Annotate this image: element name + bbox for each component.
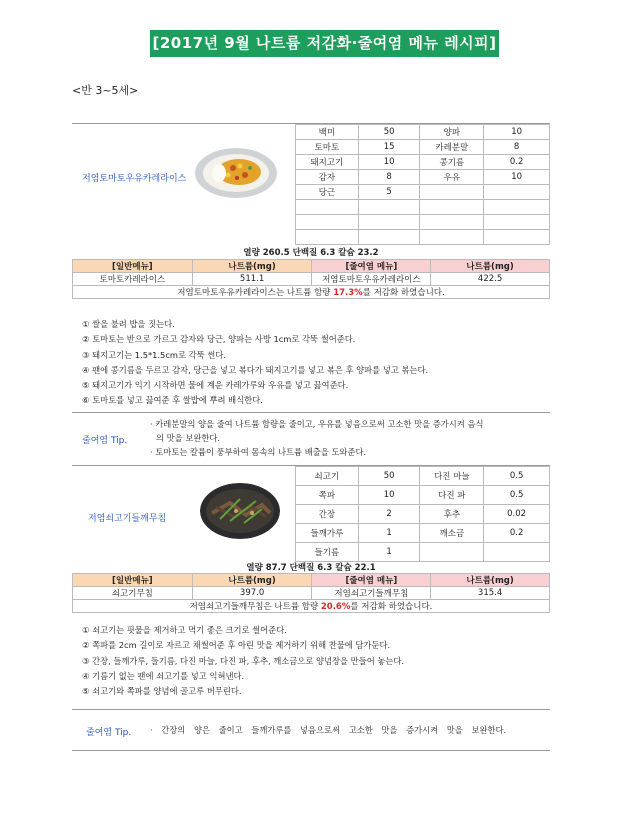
reduced-menu-sodium: 422.5 <box>431 273 550 286</box>
ingredient-amount <box>484 200 550 215</box>
step-item: ④ 팬에 콩기름을 두르고 감자, 당근을 넣고 볶다가 돼지고기를 넣고 볶은 후 양파를 넣고 볶는다. <box>82 364 429 375</box>
ingredient-row <box>296 543 550 562</box>
ingredient-name: 카레분말 <box>420 140 484 155</box>
comparison-row <box>73 587 550 600</box>
reduction-percent: 20.6% <box>320 602 351 612</box>
ingredient-name <box>296 230 359 245</box>
step-item: ③ 돼지고기는 1.5*1.5cm로 각뚝 썬다. <box>82 349 226 360</box>
ingredient-row <box>296 125 550 140</box>
tip-line: · 토마토는 칼륨이 풍부하여 몸속의 나트륨 배출을 도와준다. <box>150 447 367 457</box>
nutrition-info: 열량 260.5 단백질 6.3 칼슘 23.2 <box>243 248 379 258</box>
ingredient-name <box>420 230 484 245</box>
ingredient-name <box>420 543 484 562</box>
beef-photo <box>200 483 280 539</box>
ingredient-row <box>296 155 550 170</box>
ingredient-amount <box>484 230 550 245</box>
ingredient-amount: 0.2 <box>484 155 550 170</box>
ingredient-name <box>420 200 484 215</box>
ingredient-amount: 1 <box>358 524 420 543</box>
ingredient-name: 당근 <box>296 185 359 200</box>
ingredient-name <box>296 215 359 230</box>
summary-text: 저염쇠고기들깨무침은 나트륨 함량 <box>189 602 321 612</box>
ingredient-name: 쪽파 <box>296 486 359 505</box>
tip-section <box>72 710 550 750</box>
header-normal-menu: [일반메뉴] <box>73 574 193 587</box>
tip-section <box>72 413 550 463</box>
ingredient-table <box>295 124 550 245</box>
tip-line: · 간장의 양은 줄이고 들깨가루를 넣음으로써 고소한 맛을 증가시켜 맛을 보완한다. <box>150 725 507 735</box>
divider <box>72 750 550 751</box>
ingredient-amount <box>358 200 420 215</box>
ingredient-row <box>296 486 550 505</box>
ingredient-name: 간장 <box>296 505 359 524</box>
ingredient-name: 다진 파 <box>420 486 484 505</box>
tip-text <box>150 417 483 459</box>
ingredient-name: 우유 <box>420 170 484 185</box>
ingredient-name: 다진 마늘 <box>420 467 484 486</box>
ingredient-amount <box>358 215 420 230</box>
ingredient-amount: 10 <box>484 125 550 140</box>
step-item: ⑤ 돼지고기가 익기 시작하면 물에 계운 카레가루와 우유를 넣고 끓여준다. <box>82 380 349 391</box>
step-item: ① 쌀을 불려 밥을 짓는다. <box>82 319 175 329</box>
step-item: ② 토마토는 반으로 가르고 감자와 당근, 양파는 사방 1cm로 각뚝 썰어준다. <box>82 334 356 345</box>
ingredient-name: 깨소금 <box>420 524 484 543</box>
step-item: ① 쇠고기는 핏물을 제거하고 먹기 좋은 크기로 썰어준다. <box>82 625 287 635</box>
summary-text: 를 저감화 하였습니다. <box>362 288 445 298</box>
ingredient-amount: 0.02 <box>484 505 550 524</box>
recipe-steps <box>82 623 404 699</box>
header-sodium: 나트륨(mg) <box>192 574 312 587</box>
ingredient-amount: 2 <box>358 505 420 524</box>
header-sodium: 나트륨(mg) <box>431 260 550 273</box>
tip-text <box>150 723 506 737</box>
normal-menu-name: 쇠고기무침 <box>73 587 193 600</box>
ingredient-amount: 10 <box>358 486 420 505</box>
ingredient-name: 후추 <box>420 505 484 524</box>
ingredient-amount: 10 <box>358 155 420 170</box>
ingredient-name: 콩기름 <box>420 155 484 170</box>
ingredient-name: 양파 <box>420 125 484 140</box>
header-reduced-menu: [줄여염 메뉴] <box>312 574 431 587</box>
comparison-header <box>73 574 550 587</box>
ingredient-amount: 0.2 <box>484 524 550 543</box>
ingredient-name: 토마토 <box>296 140 359 155</box>
tip-line: 의 맛을 보완한다. <box>156 433 221 443</box>
header-reduced-menu: [줄여염 메뉴] <box>312 260 431 273</box>
ingredient-amount: 1 <box>358 543 420 562</box>
step-item: ⑤ 쇠고기와 쪽파를 양념에 골고루 버무린다. <box>82 686 242 697</box>
ingredient-amount: 0.5 <box>484 486 550 505</box>
ingredient-name: 백미 <box>296 125 359 140</box>
recipe-steps <box>82 317 428 409</box>
ingredient-amount <box>484 215 550 230</box>
ingredient-amount <box>484 185 550 200</box>
ingredient-row <box>296 170 550 185</box>
sodium-comparison-table <box>72 259 550 299</box>
ingredient-row <box>296 140 550 155</box>
ingredient-name: 쇠고기 <box>296 467 359 486</box>
comparison-header <box>73 260 550 273</box>
ingredient-row <box>296 467 550 486</box>
recipe-name: 저염토마토우유카레라이스 <box>82 174 187 184</box>
ingredient-amount: 8 <box>358 170 420 185</box>
ingredient-amount: 8 <box>484 140 550 155</box>
header-sodium: 나트륨(mg) <box>192 260 312 273</box>
tip-label: 줄여염 Tip. <box>82 436 128 446</box>
ingredient-name: 돼지고기 <box>296 155 359 170</box>
ingredient-amount: 15 <box>358 140 420 155</box>
summary-row <box>73 286 550 299</box>
header-normal-menu: [일반메뉴] <box>73 260 193 273</box>
ingredient-amount: 0.5 <box>484 467 550 486</box>
summary-row <box>73 600 550 613</box>
reduced-menu-name: 저염쇠고기들깨무침 <box>312 587 431 600</box>
ingredient-name <box>420 215 484 230</box>
ingredient-row <box>296 230 550 245</box>
step-item: ③ 간장, 들깨가루, 들기름, 다진 마늘, 다진 파, 후추, 깨소금으로 양념장을 만들어 놓는다. <box>82 655 405 666</box>
summary-text: 를 저감화 하였습니다. <box>350 602 433 612</box>
page-title: [2017년 9월 나트륨 저감화·줄여염 메뉴 레시피] <box>150 30 499 57</box>
ingredient-name: 들깨가루 <box>296 524 359 543</box>
step-item: ⑥ 토마토를 넣고 끓여준 후 쌀밥에 뿌려 배식한다. <box>82 395 263 406</box>
normal-menu-sodium: 511.1 <box>192 273 312 286</box>
reduced-menu-name: 저염토마토우유카레라이스 <box>312 273 431 286</box>
ingredient-amount <box>358 230 420 245</box>
header-sodium: 나트륨(mg) <box>431 574 550 587</box>
reduction-summary <box>73 600 550 613</box>
ingredient-row <box>296 215 550 230</box>
reduced-menu-sodium: 315.4 <box>431 587 550 600</box>
sodium-comparison-table <box>72 573 550 613</box>
ingredient-name: 감자 <box>296 170 359 185</box>
ingredient-row <box>296 200 550 215</box>
ingredient-name <box>296 200 359 215</box>
ingredient-amount: 50 <box>358 467 420 486</box>
nutrition-info: 열량 87.7 단백질 6.3 칼슘 22.1 <box>246 563 376 573</box>
step-item: ② 쪽파를 2cm 길이로 자르고 채썰어준 후 아린 맛을 제거하기 위해 찬물에 담가둔다. <box>82 640 391 651</box>
summary-text: 저염토마토우유카레라이스는 나트륨 함량 <box>177 288 334 298</box>
reduction-percent: 17.3% <box>333 288 363 298</box>
ingredient-amount: 10 <box>484 170 550 185</box>
comparison-row <box>73 273 550 286</box>
recipe-name: 저염쇠고기들깨무침 <box>88 514 167 524</box>
age-group-label: <반 3~5세> <box>72 84 139 97</box>
ingredient-row <box>296 524 550 543</box>
ingredient-name: 들기름 <box>296 543 359 562</box>
normal-menu-sodium: 397.0 <box>192 587 312 600</box>
normal-menu-name: 토마토카레라이스 <box>73 273 193 286</box>
tip-label: 줄여염 Tip. <box>86 728 132 738</box>
ingredient-table <box>295 466 550 562</box>
ingredient-row <box>296 185 550 200</box>
ingredient-amount: 5 <box>358 185 420 200</box>
tip-line: · 카레분말의 양을 줄여 나트륨 함량을 줄이고, 우유를 넣음으로써 고소한 맛을 증가시켜 음식 <box>150 419 484 429</box>
ingredient-amount <box>484 543 550 562</box>
step-item: ④ 기름기 없는 팬에 쇠고기를 넣고 익혀낸다. <box>82 670 245 681</box>
ingredient-amount: 50 <box>358 125 420 140</box>
reduction-summary <box>73 286 550 299</box>
curry-photo <box>195 148 277 198</box>
ingredient-row <box>296 505 550 524</box>
ingredient-name <box>420 185 484 200</box>
